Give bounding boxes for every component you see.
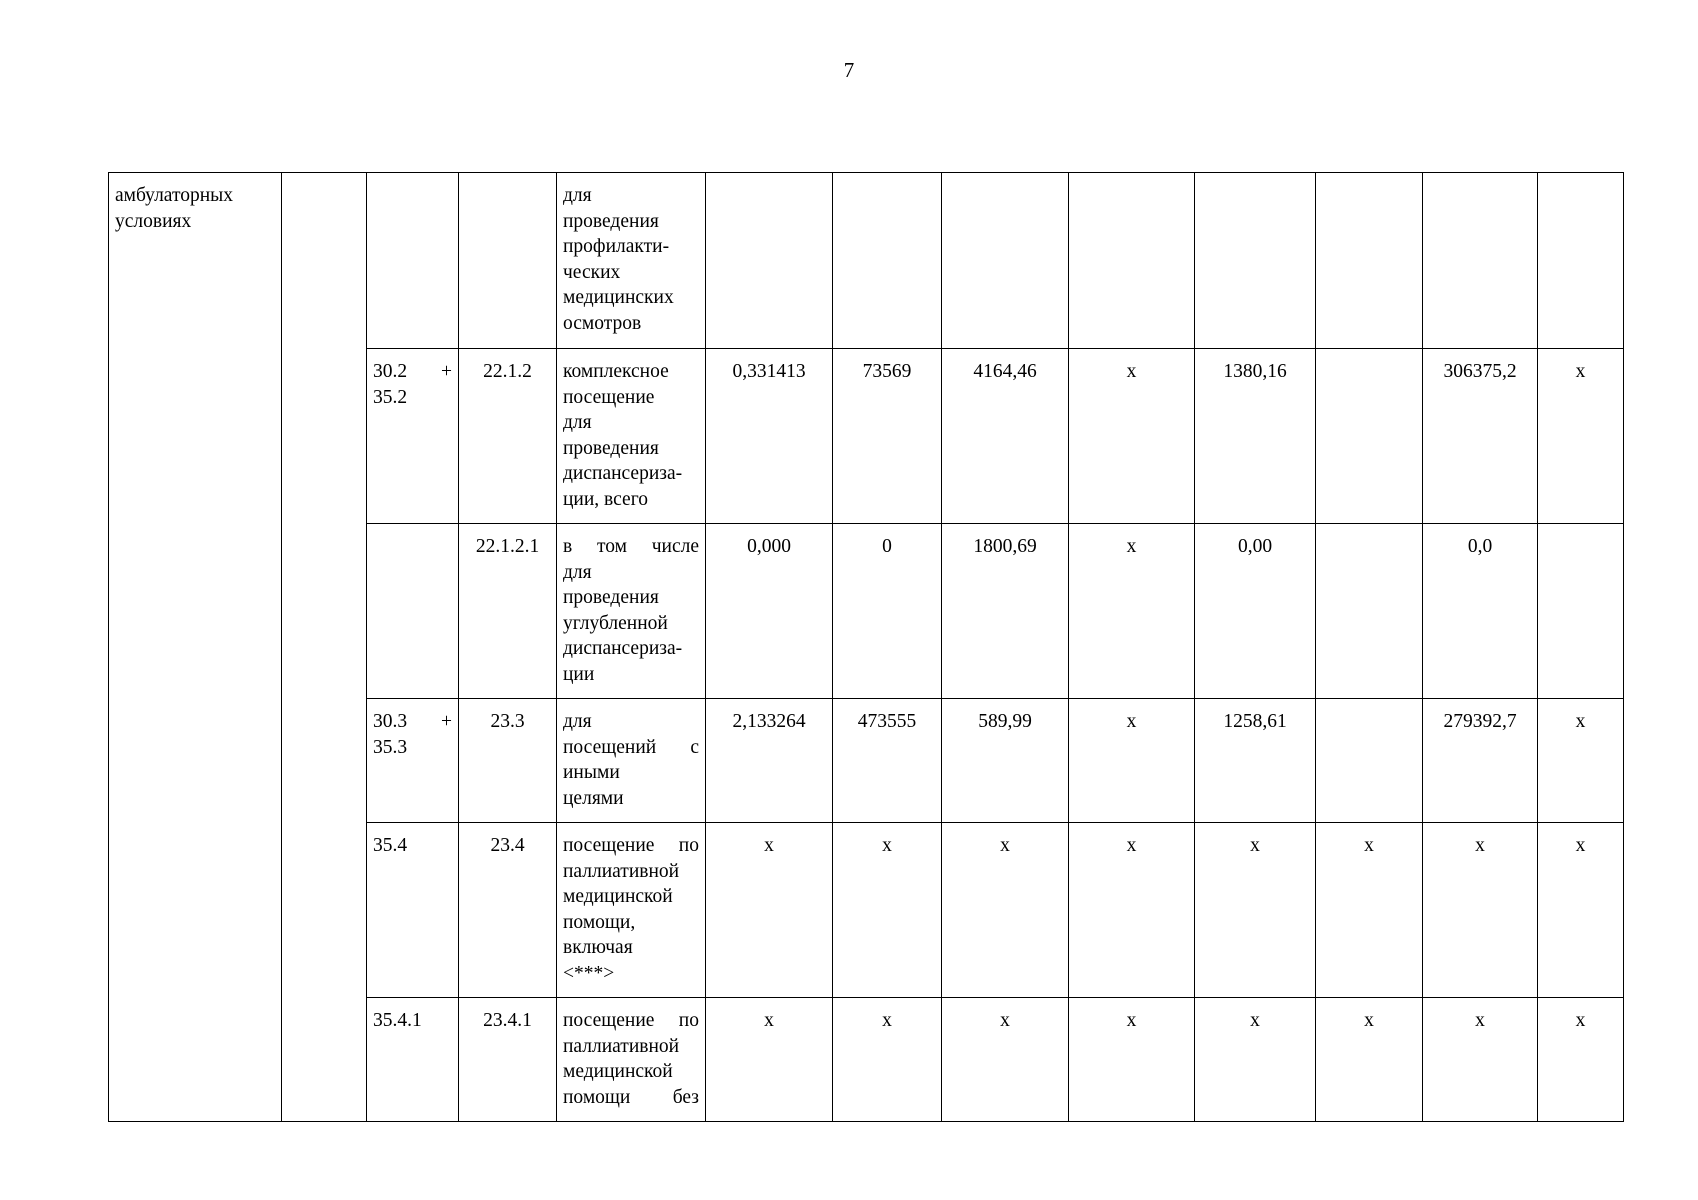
value-cell: х (1538, 823, 1624, 998)
value-cell: х (1423, 998, 1538, 1122)
description-cell: для посещений с иными целями (557, 699, 706, 823)
value-cell: 0 (833, 524, 942, 699)
value-cell: х (1069, 699, 1195, 823)
page-number: 7 (843, 58, 855, 82)
value-cell: х (1069, 998, 1195, 1122)
value-cell: х (1538, 998, 1624, 1122)
value-cell (1423, 173, 1538, 349)
value-cell (942, 173, 1069, 349)
code1-cell: 30.2 + 35.2 (367, 349, 459, 524)
value-cell: 1258,61 (1195, 699, 1316, 823)
value-cell (1316, 349, 1423, 524)
code2-cell (459, 173, 557, 349)
value-cell: 306375,2 (1423, 349, 1538, 524)
description-cell: комплексное посещение для проведения диспансериза- ции, всего (557, 349, 706, 524)
code1-cell: 35.4.1 (367, 998, 459, 1122)
value-cell: х (706, 998, 833, 1122)
code1-cell: 35.4 (367, 823, 459, 998)
empty-cell (282, 173, 367, 1122)
description-cell: в том числе для проведения углубленной диспансериза- ции (557, 524, 706, 699)
value-cell: х (1538, 699, 1624, 823)
value-cell (1538, 173, 1624, 349)
value-cell (1069, 173, 1195, 349)
value-cell (1316, 524, 1423, 699)
value-cell: х (942, 823, 1069, 998)
value-cell: х (1195, 998, 1316, 1122)
value-cell (706, 173, 833, 349)
value-cell: х (706, 823, 833, 998)
value-cell (1195, 173, 1316, 349)
value-cell: 473555 (833, 699, 942, 823)
value-cell: х (942, 998, 1069, 1122)
value-cell: х (1316, 998, 1423, 1122)
value-cell (1316, 699, 1423, 823)
code2-cell: 22.1.2.1 (459, 524, 557, 699)
value-cell: 4164,46 (942, 349, 1069, 524)
description-cell: посещение по паллиативной медицинской помощи, включая <***> (557, 823, 706, 998)
value-cell: х (1538, 349, 1624, 524)
value-cell: 73569 (833, 349, 942, 524)
code2-cell: 22.1.2 (459, 349, 557, 524)
value-cell: 0,00 (1195, 524, 1316, 699)
value-cell: 0,331413 (706, 349, 833, 524)
value-cell (833, 173, 942, 349)
value-cell: х (1069, 349, 1195, 524)
value-cell (1316, 173, 1423, 349)
code2-cell: 23.4.1 (459, 998, 557, 1122)
value-cell: 589,99 (942, 699, 1069, 823)
code1-cell: 30.3 + 35.3 (367, 699, 459, 823)
value-cell: х (1069, 524, 1195, 699)
value-cell (1538, 524, 1624, 699)
code2-cell: 23.4 (459, 823, 557, 998)
value-cell: х (1069, 823, 1195, 998)
description-cell: для проведения профилакти- ческих медицинских осмотров (557, 173, 706, 349)
row-label-cell (109, 173, 282, 1122)
value-cell: х (1316, 823, 1423, 998)
value-cell: х (1195, 823, 1316, 998)
value-cell: 1800,69 (942, 524, 1069, 699)
code1-cell (367, 524, 459, 699)
value-cell: х (833, 998, 942, 1122)
value-cell: 1380,16 (1195, 349, 1316, 524)
value-cell: 279392,7 (1423, 699, 1538, 823)
description-cell: посещение по паллиативной медицинской помощи без (557, 998, 706, 1122)
value-cell: х (1423, 823, 1538, 998)
value-cell: 0,0 (1423, 524, 1538, 699)
program-table (108, 172, 1624, 1122)
value-cell: 0,000 (706, 524, 833, 699)
table-row (109, 173, 1624, 349)
value-cell: 2,133264 (706, 699, 833, 823)
row-label: амбулаторных условиях (115, 185, 233, 232)
code2-cell: 23.3 (459, 699, 557, 823)
code1-cell (367, 173, 459, 349)
value-cell: х (833, 823, 942, 998)
